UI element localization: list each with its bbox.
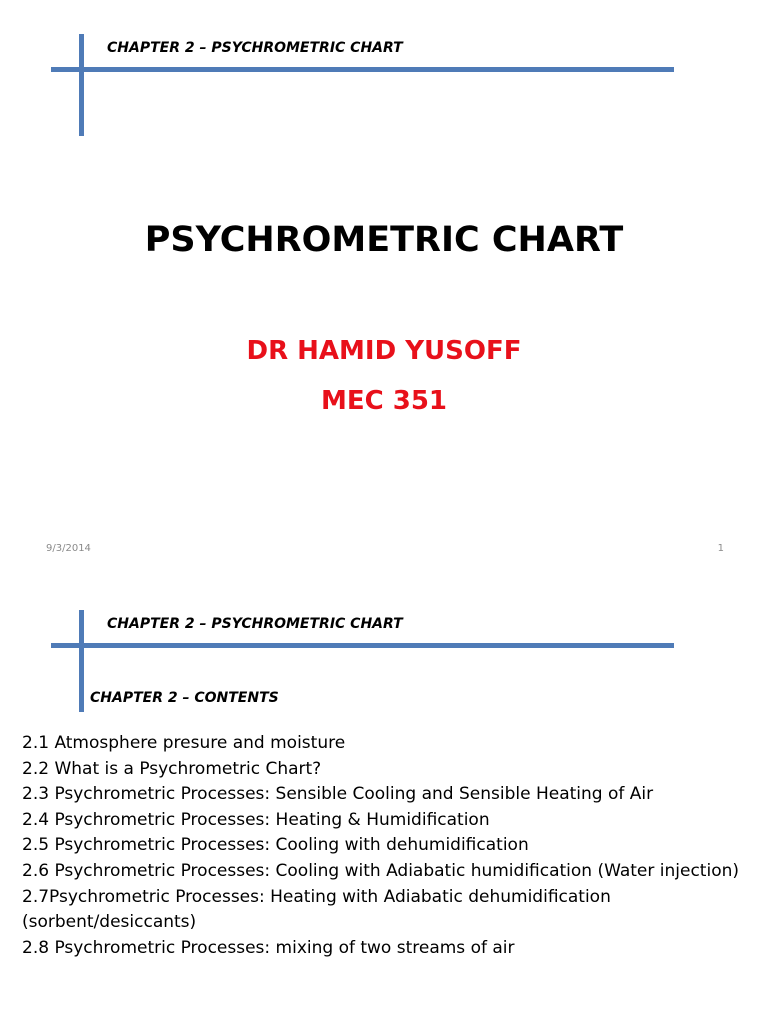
slide-header: CHAPTER 2 – PSYCHROMETRIC CHART [107,40,403,56]
contents-item: 2.2 What is a Psychrometric Chart? [22,758,322,779]
contents-item: 2.6 Psychrometric Processes: Cooling with Adiabatic humidification (Water injection) [22,860,739,881]
contents-item: 2.5 Psychrometric Processes: Cooling with dehumidification [22,835,529,856]
header-vertical-bar [79,34,84,136]
course-code: MEC 351 [320,386,448,416]
contents-item: 2.8 Psychrometric Processes: mixing of two streams of air [22,937,515,958]
header-horizontal-bar [51,643,674,648]
contents-item: 2.4 Psychrometric Processes: Heating & Humidification [22,809,490,830]
contents-slide [0,576,768,1024]
contents-list [22,731,762,961]
header-horizontal-bar [51,67,674,72]
contents-heading: CHAPTER 2 – CONTENTS [90,690,279,706]
slide-title: PSYCHROMETRIC CHART [144,220,624,260]
slide-page-number: 1 [717,543,724,554]
header-vertical-bar [79,610,84,712]
slide-header: CHAPTER 2 – PSYCHROMETRIC CHART [107,616,403,632]
contents-item: 2.7Psychrometric Processes: Heating with Adiabatic dehumidification (sorbent/desiccants) [22,886,611,933]
slide-date: 9/3/2014 [46,543,91,554]
author-name: DR HAMID YUSOFF [246,336,522,366]
contents-item: 2.1 Atmosphere presure and moisture [22,733,346,753]
contents-item: 2.3 Psychrometric Processes: Sensible Cooling and Sensible Heating of Air [22,784,654,805]
